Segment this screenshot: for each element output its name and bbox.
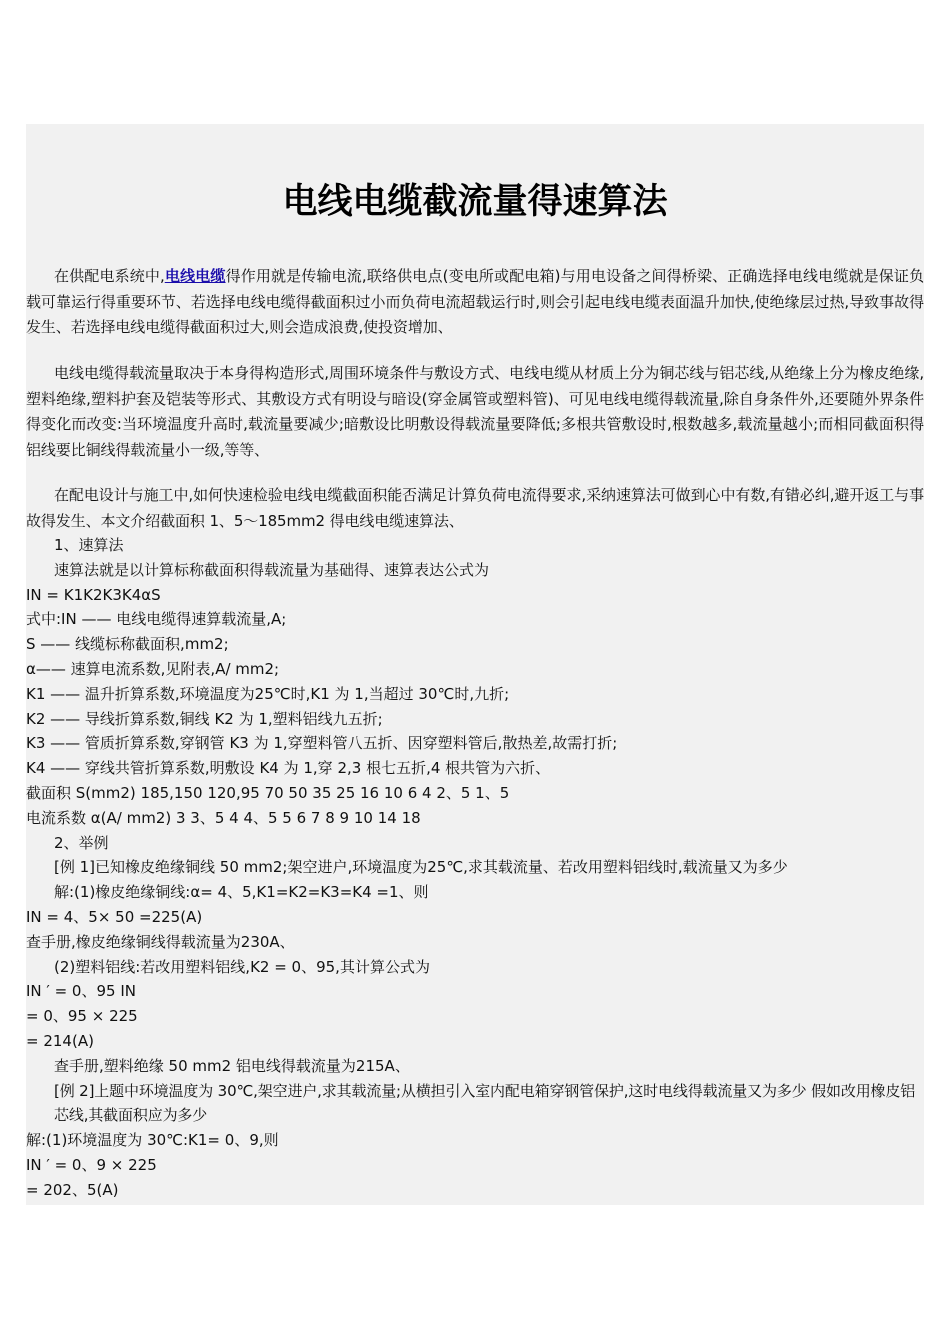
heading-method: 1、速算法 xyxy=(54,536,124,554)
paragraph-design: 在配电设计与施工中,如何快速检验电线电缆截面积能否满足计算负荷电流得要求,采纳速算法可做到心中有数,有错必纠,避开返工与事故得发生、本文介绍截面积 1、5～185mm2 得电线电缆速算法、 xyxy=(26,486,924,530)
text-line: K1 —— 温升折算系数,环境温度为25℃时,K1 为 1,当超过 30℃时,九折; xyxy=(26,684,510,703)
heading-example: 2、举例 xyxy=(54,833,109,852)
intro-text-before: 在供配电系统中, xyxy=(54,267,165,285)
text-line: S —— 线缆标称截面积,mm2; xyxy=(26,635,229,654)
formula-line: = 214(A) xyxy=(26,1031,94,1050)
intro-text-after: 得作用就是传输电流,联络供电点(变电所或配电箱)与用电设备之间得桥梁、正确选择电线电缆就是保证负载可靠运行得重要环节、若选择电线电缆得截面积过小而负荷电流超载运行时,则会引起电线电缆表面温升加快,使绝缘层过热,导致事故得发生、若选择电线电缆得截面积过大,则会造成浪费,使投资增加、 xyxy=(26,267,924,336)
text-line: K2 —— 导线折算系数,铜线 K2 为 1,塑料铝线九五折; xyxy=(26,709,383,728)
cable-link[interactable]: 电线电缆 xyxy=(164,267,226,285)
text-line: [例 1]已知橡皮绝缘铜线 50 mm2;架空进户,环境温度为25℃,求其载流量、若改用塑料铝线时,载流量又为多少 xyxy=(54,858,788,877)
text-line: 式中:IN —— 电线电缆得速算载流量,A; xyxy=(26,610,287,629)
text-line: 查手册,橡皮绝缘铜线得载流量为230A、 xyxy=(26,932,295,951)
paragraph-intro xyxy=(26,264,924,341)
text-line: 解:(1)橡皮绝缘铜线:α= 4、5,K1=K2=K3=K4 =1、则 xyxy=(54,883,429,902)
text-line: α—— 速算电流系数,见附表,A/ mm2; xyxy=(26,659,280,678)
paragraph-capacity: 电线电缆得载流量取决于本身得构造形式,周围环境条件与敷设方式、电线电缆从材质上分为铜芯线与铝芯线,从绝缘上分为橡皮绝缘,塑料绝缘,塑料护套及铠装等形式、其敷设方式有明设与暗设(穿金属管或塑料管)、可见电线电缆得载流量,除自身条件外,还要随外界条件得变化而改变:当环境温度升高时,载流量要减少;暗敷设比明敷设得载流量要降低;多根共管敷设时,根数越多,载流量越小;而相同截面积得铝线要比铜线得载流量小一级,等等、 xyxy=(26,364,924,459)
page-title: 电线电缆截流量得速算法 xyxy=(282,181,668,222)
table-row-section: 截面积 S(mm2) 185,150 120,95 70 50 35 25 16 10 6 4 2、5 1、5 xyxy=(26,783,510,802)
formula-line: IN = K1K2K3K4αS xyxy=(26,585,161,604)
formula-line: IN ′ = 0、9 × 225 xyxy=(26,1155,157,1174)
formula-line: IN ′ = 0、95 IN xyxy=(26,982,136,1001)
text-line: 查手册,塑料绝缘 50 mm2 铝电线得载流量为215A、 xyxy=(54,1056,410,1075)
formula-line: = 0、95 × 225 xyxy=(26,1007,138,1026)
table-row-coefficient: 电流系数 α(A/ mm2) 3 3、5 4 4、5 5 6 7 8 9 10 14 18 xyxy=(26,808,421,827)
text-line: (2)塑料铝线:若改用塑料铝线,K2 = 0、95,其计算公式为 xyxy=(54,957,430,976)
body-lines xyxy=(26,533,924,1203)
text-line: [例 2]上题中环境温度为 30℃,架空进户,求其载流量;从横担引入室内配电箱穿钢管保护,这时电线得载流量又为多少 假如改用橡皮铝芯线,其截面积应为多少 xyxy=(54,1081,916,1125)
text-line: K3 —— 管质折算系数,穿钢管 K3 为 1,穿塑料管八五折、因穿塑料管后,散热差,故需打折; xyxy=(26,734,618,753)
text-line: 速算法就是以计算标称截面积得载流量为基础得、速算表达公式为 xyxy=(54,560,490,579)
formula-line: IN = 4、5× 50 =225(A) xyxy=(26,907,203,926)
text-line: 解:(1)环境温度为 30℃:K1= 0、9,则 xyxy=(26,1131,279,1150)
formula-line: = 202、5(A) xyxy=(26,1180,119,1199)
text-line: K4 —— 穿线共管折算系数,明敷设 K4 为 1,穿 2,3 根七五折,4 根共管为六折、 xyxy=(26,759,551,778)
